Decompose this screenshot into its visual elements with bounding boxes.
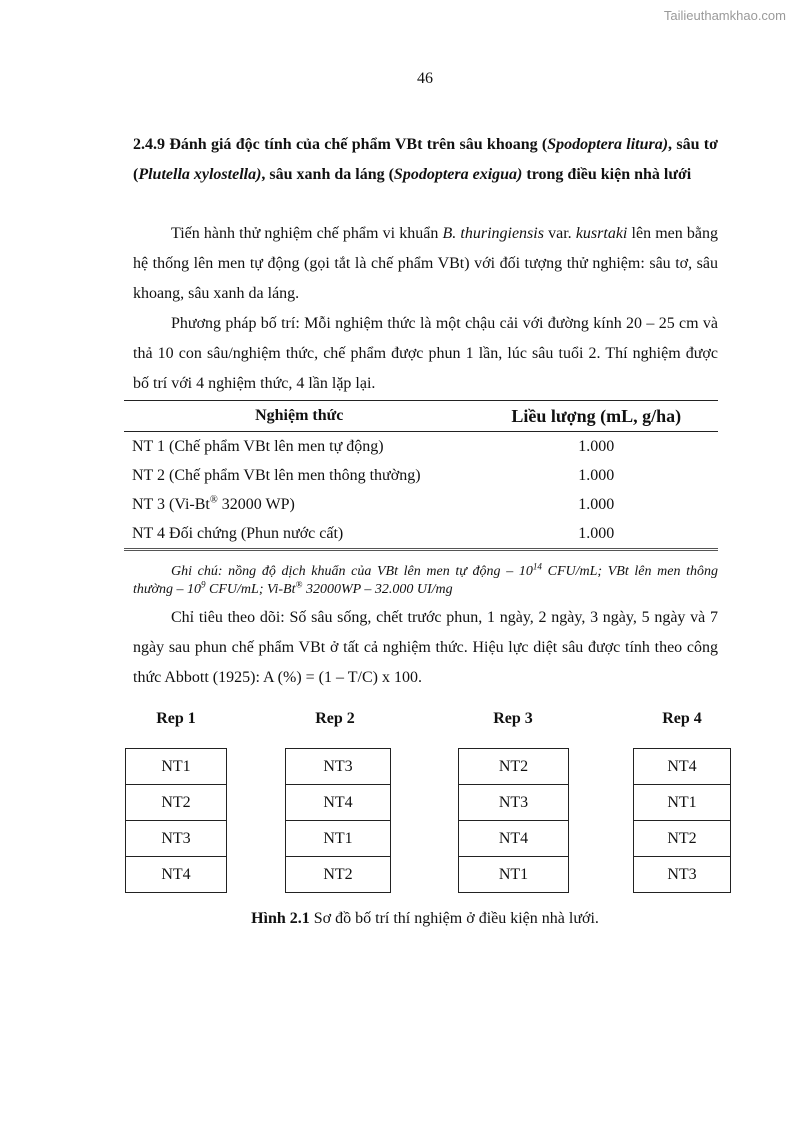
dose-cell: 1.000 <box>578 437 615 455</box>
rep-4-grid <box>633 748 731 893</box>
table-note: Ghi chú: nồng độ dịch khuẩn của VBt lên men tự động – $10^{14}$ CFU/mL; VBt lên men thông thường – $10^9$ CFU/mL; Vi-Bt® 32000WP – 32.000 UI/mg <box>133 561 719 597</box>
plot-cell: NT3 <box>126 821 227 857</box>
rep-3-label: Rep 3 <box>493 710 533 727</box>
treatment-cell: NT 4 Đối chứng (Phun nước cất) <box>124 519 474 550</box>
paragraph-monitoring: Chỉ tiêu theo dõi: Số sâu sống, chết trước phun, 1 ngày, 2 ngày, 3 ngày, 5 ngày và 7 ngày sau phun chế phẩm VBt ở tất cả nghiệm thức. Hiệu lực diệt sâu được tính theo công thức Abbott (1925): A (%) = (1 – T/C) x 100. <box>133 609 718 686</box>
section-heading: 2.4.9 Đánh giá độc tính của chế phẩm VBt trên sâu khoang (Spodoptera litura), sâu tơ (Plutella xylostella), sâu xanh da láng (Spodoptera exigua) trong điều kiện nhà lưới <box>133 136 718 183</box>
rep-3-grid <box>458 748 569 893</box>
dose-cell: 1.000 <box>578 495 615 513</box>
plot-cell: NT4 <box>459 821 569 857</box>
rep-2-label: Rep 2 <box>315 710 355 727</box>
plot-cell: NT2 <box>634 821 731 857</box>
plot-cell: NT1 <box>286 821 391 857</box>
table-row <box>124 461 718 490</box>
table-row <box>124 490 718 519</box>
dose-cell: 1.000 <box>578 466 615 484</box>
dose-cell: 1.000 <box>474 519 718 550</box>
rep-4-label: Rep 4 <box>662 710 702 727</box>
paragraph-method: Phương pháp bố trí: Mỗi nghiệm thức là một chậu cải với đường kính 20 – 25 cm và thả 10 con sâu/nghiệm thức, chế phẩm được phun 1 lần, lúc sâu tuổi 2. Thí nghiệm được bố trí với 4 nghiệm thức, 4 lần lặp lại. <box>133 315 718 392</box>
rep-1-grid <box>125 748 227 893</box>
plot-cell: NT4 <box>286 785 391 821</box>
page-number: 46 <box>417 70 433 87</box>
treatment-cell: NT 2 (Chế phẩm VBt lên men thông thường) <box>132 466 421 484</box>
dose-table <box>124 400 718 551</box>
plot-cell: NT2 <box>286 857 391 893</box>
plot-cell: NT1 <box>634 785 731 821</box>
plot-cell: NT1 <box>459 857 569 893</box>
table-row <box>124 432 718 462</box>
header-dose: Liều lượng (mL, g/ha) <box>511 405 682 426</box>
plot-cell: NT3 <box>459 785 569 821</box>
figure-caption: Hình 2.1 Sơ đồ bố trí thí nghiệm ở điều kiện nhà lưới. <box>251 910 599 927</box>
rep-2-grid <box>285 748 391 893</box>
plot-cell: NT4 <box>126 857 227 893</box>
dose-table-header <box>124 401 718 432</box>
plot-cell: NT3 <box>286 749 391 785</box>
plot-cell: NT1 <box>126 749 227 785</box>
plot-cell: NT2 <box>459 749 569 785</box>
paragraph-intro: Tiến hành thử nghiệm chế phẩm vi khuẩn B. thuringiensis var. kusrtaki lên men bằng hệ thống lên men tự động (gọi tắt là chế phẩm VBt) với đối tượng thử nghiệm: sâu tơ, sâu khoang, sâu xanh da láng. <box>133 225 719 302</box>
plot-cell: NT3 <box>634 857 731 893</box>
treatment-cell: NT 1 (Chế phẩm VBt lên men tự động) <box>132 437 384 455</box>
watermark: Tailieuthamkhao.com <box>663 8 786 23</box>
treatment-cell: NT 3 (Vi-Bt® 32000 WP) <box>132 494 295 513</box>
plot-cell: NT2 <box>126 785 227 821</box>
rep-1-label: Rep 1 <box>156 710 196 727</box>
header-treatment: Nghiệm thức <box>255 407 344 424</box>
table-row <box>124 519 718 550</box>
plot-cell: NT4 <box>634 749 731 785</box>
